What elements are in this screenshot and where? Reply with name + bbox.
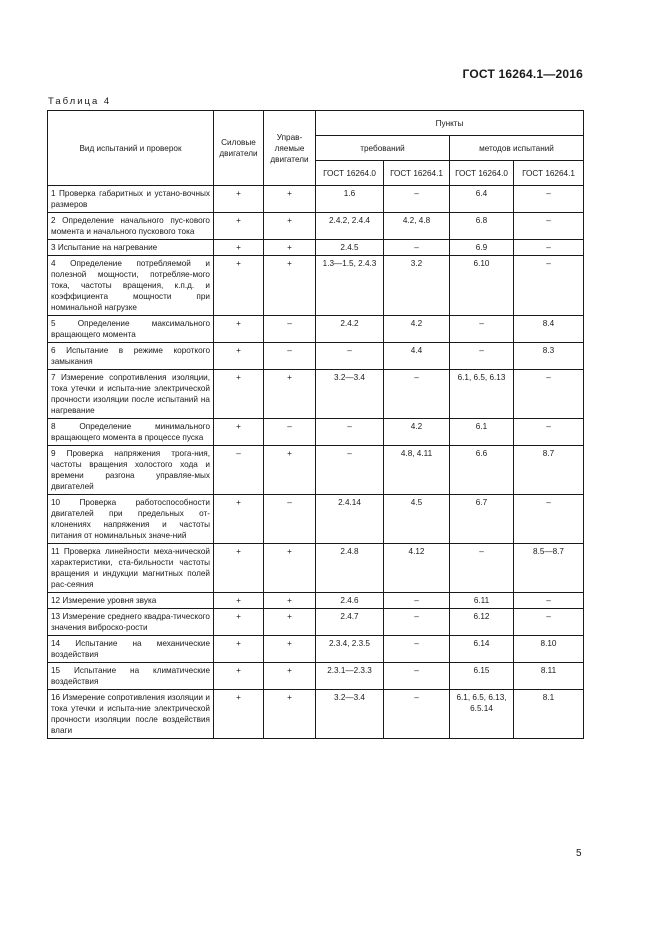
met-gost1-cell: – bbox=[514, 609, 584, 636]
control-cell: + bbox=[264, 446, 316, 495]
control-cell: + bbox=[264, 240, 316, 256]
met-gost1-cell: – bbox=[514, 593, 584, 609]
page-number: 5 bbox=[576, 848, 582, 859]
met-gost0-cell: – bbox=[450, 343, 514, 370]
power-cell: + bbox=[214, 186, 264, 213]
test-cell: 16 Измерение сопротивления изоляции и тока утечки и испыта-ние электрической прочности изоляции после воздействия влаги bbox=[48, 690, 214, 739]
power-cell: + bbox=[214, 343, 264, 370]
req-gost0-cell: 3.2—3.4 bbox=[316, 690, 384, 739]
met-gost0-cell: – bbox=[450, 316, 514, 343]
test-cell: 9 Проверка напряжения трога-ния, частоты вращения холостого хода и времени разгона управляе-мых двигателей bbox=[48, 446, 214, 495]
met-gost1-cell: 8.5—8.7 bbox=[514, 544, 584, 593]
req-gost1-cell: 4.4 bbox=[384, 343, 450, 370]
header-req-gost0: ГОСТ 16264.0 bbox=[316, 161, 384, 186]
met-gost1-cell: 8.3 bbox=[514, 343, 584, 370]
req-gost1-cell: – bbox=[384, 186, 450, 213]
req-gost1-cell: 4.5 bbox=[384, 495, 450, 544]
req-gost1-cell: – bbox=[384, 663, 450, 690]
req-gost0-cell: 2.4.7 bbox=[316, 609, 384, 636]
req-gost1-cell: 4.12 bbox=[384, 544, 450, 593]
control-cell: + bbox=[264, 593, 316, 609]
power-cell: + bbox=[214, 544, 264, 593]
test-cell: 14 Испытание на механические воздействия bbox=[48, 636, 214, 663]
req-gost1-cell: 4.2, 4.8 bbox=[384, 213, 450, 240]
test-cell: 4 Определение потребляемой и полезной мощности, потребляе-мого тока, частоты вращения, к.п.д. и коэффициента мощности при номинальной нагрузке bbox=[48, 256, 214, 316]
power-cell: + bbox=[214, 213, 264, 240]
req-gost1-cell: 4.2 bbox=[384, 419, 450, 446]
req-gost1-cell: 4.8, 4.11 bbox=[384, 446, 450, 495]
req-gost0-cell: 2.4.6 bbox=[316, 593, 384, 609]
table-caption: Таблица 4 bbox=[48, 96, 112, 107]
table-row bbox=[48, 663, 584, 690]
met-gost0-cell: 6.1, 6.5, 6.13, 6.5.14 bbox=[450, 690, 514, 739]
met-gost1-cell: 8.7 bbox=[514, 446, 584, 495]
table-row bbox=[48, 446, 584, 495]
power-cell: + bbox=[214, 370, 264, 419]
test-cell: 15 Испытание на климатические воздействия bbox=[48, 663, 214, 690]
req-gost1-cell: – bbox=[384, 370, 450, 419]
met-gost0-cell: 6.1 bbox=[450, 419, 514, 446]
power-cell: + bbox=[214, 690, 264, 739]
table-row bbox=[48, 609, 584, 636]
table-row bbox=[48, 240, 584, 256]
test-cell: 2 Определение начального пус-кового момента и начального пускового тока bbox=[48, 213, 214, 240]
met-gost0-cell: 6.15 bbox=[450, 663, 514, 690]
control-cell: – bbox=[264, 495, 316, 544]
control-cell: + bbox=[264, 609, 316, 636]
power-cell: + bbox=[214, 609, 264, 636]
power-cell: + bbox=[214, 256, 264, 316]
header-power-motors: Силовые двигатели bbox=[214, 111, 264, 186]
table-row bbox=[48, 370, 584, 419]
table-row bbox=[48, 544, 584, 593]
met-gost0-cell: 6.7 bbox=[450, 495, 514, 544]
met-gost0-cell: 6.14 bbox=[450, 636, 514, 663]
table-body bbox=[48, 186, 584, 739]
header-control-motors: Управ-ляемые двигатели bbox=[264, 111, 316, 186]
header-requirements: требований bbox=[316, 136, 450, 161]
header-req-gost1: ГОСТ 16264.1 bbox=[384, 161, 450, 186]
req-gost1-cell: – bbox=[384, 609, 450, 636]
control-cell: – bbox=[264, 316, 316, 343]
req-gost0-cell: 3.2—3.4 bbox=[316, 370, 384, 419]
req-gost1-cell: – bbox=[384, 690, 450, 739]
table-row bbox=[48, 213, 584, 240]
test-cell: 13 Измерение среднего квадра-тического значения виброско-рости bbox=[48, 609, 214, 636]
test-cell: 11 Проверка линейности меха-нической характеристики, ста-бильности частоты вращения и индукции магнитных полей рас-сеяния bbox=[48, 544, 214, 593]
req-gost0-cell: 1.6 bbox=[316, 186, 384, 213]
table-row bbox=[48, 495, 584, 544]
req-gost1-cell: – bbox=[384, 636, 450, 663]
table-row bbox=[48, 256, 584, 316]
met-gost1-cell: – bbox=[514, 186, 584, 213]
table-row bbox=[48, 690, 584, 739]
req-gost0-cell: – bbox=[316, 343, 384, 370]
test-cell: 6 Испытание в режиме короткого замыкания bbox=[48, 343, 214, 370]
control-cell: – bbox=[264, 419, 316, 446]
met-gost1-cell: 8.1 bbox=[514, 690, 584, 739]
met-gost1-cell: 8.10 bbox=[514, 636, 584, 663]
control-cell: + bbox=[264, 636, 316, 663]
power-cell: + bbox=[214, 419, 264, 446]
req-gost0-cell: 2.3.4, 2.3.5 bbox=[316, 636, 384, 663]
power-cell: + bbox=[214, 316, 264, 343]
power-cell: + bbox=[214, 593, 264, 609]
power-cell: – bbox=[214, 446, 264, 495]
req-gost0-cell: 2.3.1—2.3.3 bbox=[316, 663, 384, 690]
header-test: Вид испытаний и проверок bbox=[48, 111, 214, 186]
met-gost0-cell: 6.12 bbox=[450, 609, 514, 636]
test-cell: 7 Измерение сопротивления изоляции, тока утечки и испыта-ние электрической прочности изоляции после испытаний на нагревание bbox=[48, 370, 214, 419]
header-methods: методов испытаний bbox=[450, 136, 584, 161]
req-gost0-cell: 2.4.5 bbox=[316, 240, 384, 256]
req-gost1-cell: 4.2 bbox=[384, 316, 450, 343]
tests-table bbox=[47, 110, 584, 739]
met-gost1-cell: – bbox=[514, 213, 584, 240]
met-gost1-cell: – bbox=[514, 419, 584, 446]
power-cell: + bbox=[214, 636, 264, 663]
header-points: Пункты bbox=[316, 111, 584, 136]
power-cell: + bbox=[214, 240, 264, 256]
req-gost1-cell: – bbox=[384, 240, 450, 256]
met-gost0-cell: 6.1, 6.5, 6.13 bbox=[450, 370, 514, 419]
req-gost0-cell: – bbox=[316, 446, 384, 495]
control-cell: + bbox=[264, 256, 316, 316]
table-row bbox=[48, 636, 584, 663]
req-gost0-cell: – bbox=[316, 419, 384, 446]
req-gost1-cell: – bbox=[384, 593, 450, 609]
req-gost0-cell: 2.4.2 bbox=[316, 316, 384, 343]
met-gost0-cell: 6.10 bbox=[450, 256, 514, 316]
req-gost0-cell: 2.4.8 bbox=[316, 544, 384, 593]
test-cell: 3 Испытание на нагревание bbox=[48, 240, 214, 256]
req-gost0-cell: 2.4.2, 2.4.4 bbox=[316, 213, 384, 240]
power-cell: + bbox=[214, 663, 264, 690]
control-cell: + bbox=[264, 370, 316, 419]
req-gost0-cell: 2.4.14 bbox=[316, 495, 384, 544]
control-cell: + bbox=[264, 186, 316, 213]
met-gost1-cell: – bbox=[514, 370, 584, 419]
control-cell: – bbox=[264, 343, 316, 370]
table-row bbox=[48, 186, 584, 213]
table-row bbox=[48, 316, 584, 343]
met-gost1-cell: – bbox=[514, 495, 584, 544]
control-cell: + bbox=[264, 544, 316, 593]
header-met-gost0: ГОСТ 16264.0 bbox=[450, 161, 514, 186]
control-cell: + bbox=[264, 663, 316, 690]
test-cell: 1 Проверка габаритных и устано-вочных размеров bbox=[48, 186, 214, 213]
control-cell: + bbox=[264, 690, 316, 739]
header-met-gost1: ГОСТ 16264.1 bbox=[514, 161, 584, 186]
met-gost1-cell: 8.11 bbox=[514, 663, 584, 690]
test-cell: 5 Определение максимального вращающего момента bbox=[48, 316, 214, 343]
met-gost0-cell: 6.8 bbox=[450, 213, 514, 240]
power-cell: + bbox=[214, 495, 264, 544]
control-cell: + bbox=[264, 213, 316, 240]
met-gost0-cell: – bbox=[450, 544, 514, 593]
met-gost0-cell: 6.6 bbox=[450, 446, 514, 495]
req-gost1-cell: 3.2 bbox=[384, 256, 450, 316]
met-gost1-cell: – bbox=[514, 240, 584, 256]
test-cell: 8 Определение минимального вращающего момента в процессе пуска bbox=[48, 419, 214, 446]
met-gost0-cell: 6.9 bbox=[450, 240, 514, 256]
met-gost1-cell: – bbox=[514, 256, 584, 316]
met-gost0-cell: 6.4 bbox=[450, 186, 514, 213]
met-gost0-cell: 6.11 bbox=[450, 593, 514, 609]
test-cell: 12 Измерение уровня звука bbox=[48, 593, 214, 609]
table-row bbox=[48, 419, 584, 446]
test-cell: 10 Проверка работоспособности двигателей при предельных от-клонениях напряжения и частоты питания от номинальных значе-ний bbox=[48, 495, 214, 544]
table-row bbox=[48, 593, 584, 609]
req-gost0-cell: 1.3—1.5, 2.4.3 bbox=[316, 256, 384, 316]
met-gost1-cell: 8.4 bbox=[514, 316, 584, 343]
table-row bbox=[48, 343, 584, 370]
document-code: ГОСТ 16264.1—2016 bbox=[462, 67, 583, 81]
